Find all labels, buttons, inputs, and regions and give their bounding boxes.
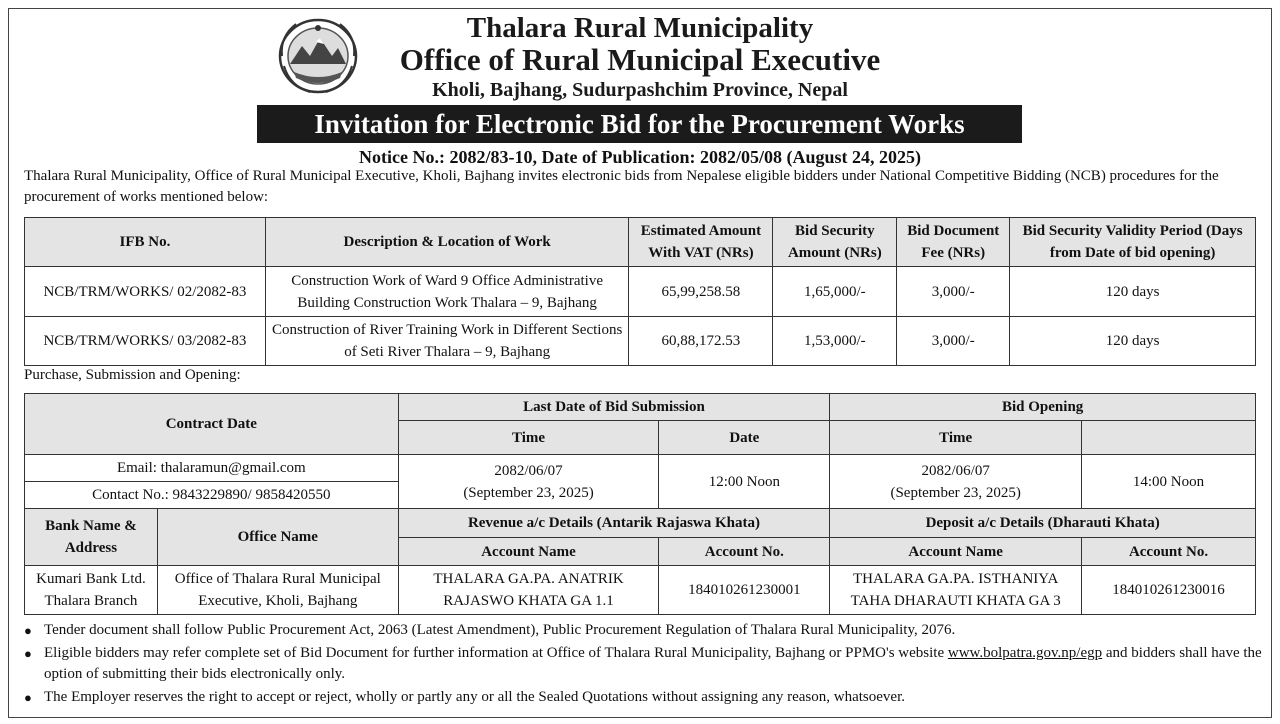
- list-item: [24, 643, 1264, 685]
- list-item: [24, 620, 1264, 641]
- deposit-name-cell: THALARA GA.PA. ISTHANIYA TAHA DHARAUTI KHATA GA 3: [830, 566, 1082, 615]
- email-cell: Email: thalaramun@gmail.com: [25, 455, 399, 482]
- ifb-cell: NCB/TRM/WORKS/ 03/2082-83: [25, 317, 266, 366]
- revenue-account-no-header: Account No.: [659, 538, 830, 566]
- estimate-cell: 60,88,172.53: [629, 317, 773, 366]
- contract-date-header: Contract Date: [25, 394, 399, 455]
- contact-cell: Contact No.: 9843229890/ 9858420550: [25, 482, 399, 509]
- table-row: [25, 267, 1256, 317]
- col-validity: Bid Security Validity Period (Days from Date of bid opening): [1010, 218, 1256, 267]
- municipality-title: Thalara Rural Municipality: [466, 12, 814, 44]
- col-ifb: IFB No.: [25, 218, 266, 267]
- submission-date-cell: [398, 455, 659, 509]
- schedule-table: [24, 393, 1256, 615]
- deposit-account-name-header: Account Name: [830, 538, 1082, 566]
- bullet-icon: ●: [24, 646, 32, 661]
- office-cell: Office of Thalara Rural Municipal Executive, Kholi, Bajhang: [157, 566, 398, 615]
- table-row: [25, 566, 1256, 615]
- security-cell: 1,65,000/-: [773, 267, 897, 317]
- fee-cell: 3,000/-: [897, 267, 1010, 317]
- address-line: Kholi, Bajhang, Sudurpashchim Province, Nepal: [432, 79, 848, 101]
- submission-date-header: Date: [659, 421, 830, 455]
- validity-cell: 120 days: [1010, 317, 1256, 366]
- note-bid-document: [44, 643, 1264, 685]
- note-bid-document-text: Eligible bidders may refer complete set of Bid Document for further information at Office of Thalara Rural Municipality, Bajhang or PPMO's website: [44, 645, 948, 661]
- col-security: Bid Security Amount (NRs): [773, 218, 897, 267]
- office-header: Office Name: [157, 509, 398, 566]
- ifb-cell: NCB/TRM/WORKS/ 02/2082-83: [25, 267, 266, 317]
- works-table: [24, 217, 1256, 366]
- office-title: Office of Rural Municipal Executive: [399, 42, 881, 77]
- bullet-icon: ●: [24, 623, 32, 638]
- purchase-label: Purchase, Submission and Opening:: [24, 367, 241, 383]
- list-item: [24, 687, 1264, 708]
- col-description: Description & Location of Work: [265, 218, 629, 267]
- bank-header: Bank Name & Address: [25, 509, 158, 566]
- submission-time-header: Time: [398, 421, 659, 455]
- revenue-account-name-header: Account Name: [398, 538, 659, 566]
- revenue-name-cell: THALARA GA.PA. ANATRIK RAJASWO KHATA GA 1.1: [398, 566, 659, 615]
- opening-blank-header: [1082, 421, 1256, 455]
- fee-cell: 3,000/-: [897, 317, 1010, 366]
- notes-list: [24, 620, 1264, 710]
- security-cell: 1,53,000/-: [773, 317, 897, 366]
- opening-date-line1: 2082/06/07: [921, 462, 990, 479]
- notice-number: Notice No.: 2082/83-10, Date of Publication: 2082/05/08 (August 24, 2025): [359, 147, 921, 167]
- intro-paragraph: Thalara Rural Municipality, Office of Rural Municipal Executive, Kholi, Bajhang invites electronic bids from Nepalese eligible bidders under National Competitive Bidding (NCB) procedures for the procurement of works mentioned below:: [24, 168, 1219, 205]
- note-procurement-act: Tender document shall follow Public Procurement Act, 2063 (Latest Amendment), Public Procurement Regulation of Thalara Rural Municipality, 2076.: [44, 622, 956, 638]
- deposit-header: Deposit a/c Details (Dharauti Khata): [830, 509, 1256, 538]
- bank-cell: Kumari Bank Ltd. Thalara Branch: [25, 566, 158, 615]
- note-employer-rights: The Employer reserves the right to accept or reject, wholly or partly any or all the Sealed Quotations without assigning any reason, whatsoever.: [44, 689, 905, 705]
- submission-date-line1: 2082/06/07: [494, 462, 563, 479]
- note-bid-document-text-end: and bidders shall have the option of submitting their bids electronically only.: [44, 645, 1262, 682]
- description-cell: Construction Work of Ward 9 Office Administrative Building Construction Work Thalara – 9, Bajhang: [265, 267, 629, 317]
- bullet-icon: ●: [24, 690, 32, 705]
- table-row: [25, 455, 1256, 482]
- description-cell: Construction of River Training Work in Different Sections of Seti River Thalara – 9, Bajhang: [265, 317, 629, 366]
- deposit-number-cell: 184010261230016: [1082, 566, 1256, 615]
- col-fee: Bid Document Fee (NRs): [897, 218, 1010, 267]
- deposit-account-no-header: Account No.: [1082, 538, 1256, 566]
- estimate-cell: 65,99,258.58: [629, 267, 773, 317]
- revenue-number-cell: 184010261230001: [659, 566, 830, 615]
- submission-time-cell: 12:00 Noon: [659, 455, 830, 509]
- opening-date-line2: (September 23, 2025): [890, 484, 1021, 501]
- last-submission-header: Last Date of Bid Submission: [398, 394, 830, 421]
- revenue-header: Revenue a/c Details (Antarik Rajaswa Khata): [398, 509, 830, 538]
- schedule-header-row: [25, 394, 1256, 421]
- opening-time-cell: 14:00 Noon: [1082, 455, 1256, 509]
- col-estimate: Estimated Amount With VAT (NRs): [629, 218, 773, 267]
- bid-opening-header: Bid Opening: [830, 394, 1256, 421]
- bank-header-row: [25, 509, 1256, 538]
- invitation-banner: Invitation for Electronic Bid for the Procurement Works: [257, 105, 1022, 143]
- bolpatra-link[interactable]: www.bolpatra.gov.np/egp: [947, 645, 1103, 661]
- opening-time-header: Time: [830, 421, 1082, 455]
- validity-cell: 120 days: [1010, 267, 1256, 317]
- opening-date-cell: [830, 455, 1082, 509]
- table-row: [25, 317, 1256, 366]
- submission-date-line2: (September 23, 2025): [463, 484, 594, 501]
- works-header-row: [25, 218, 1256, 267]
